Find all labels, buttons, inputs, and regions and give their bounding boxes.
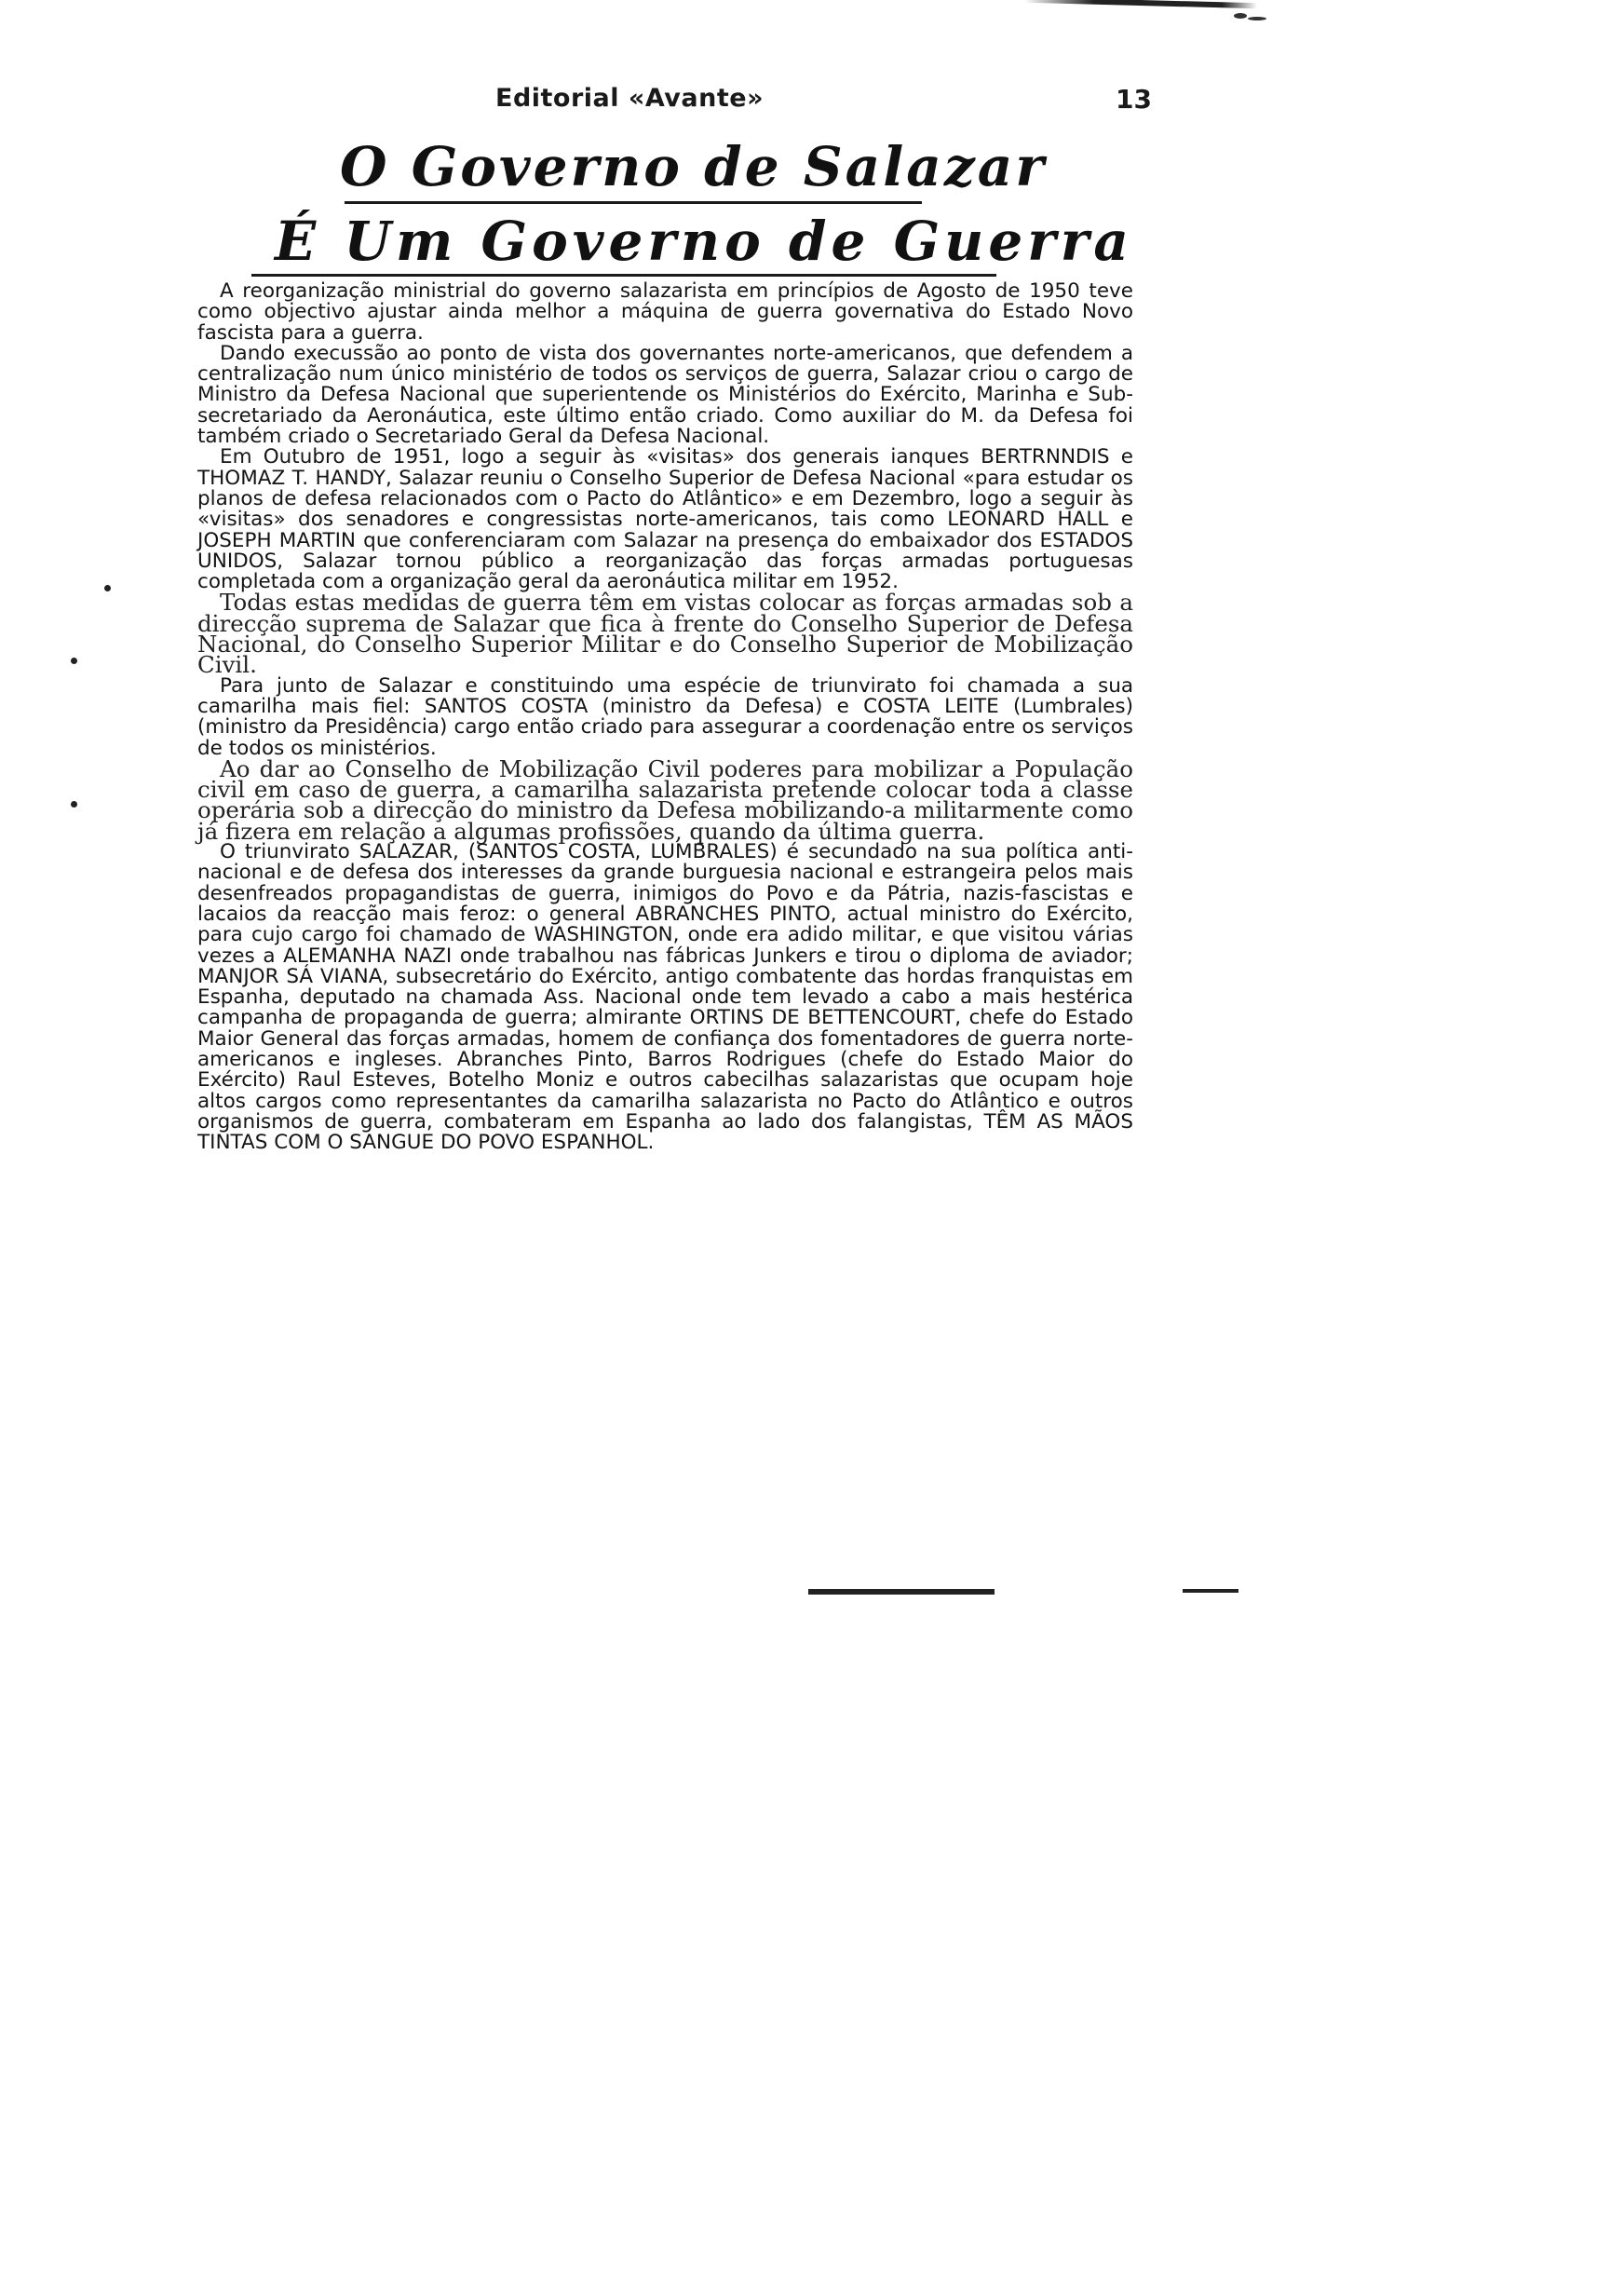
- running-title: Editorial «Avante»: [495, 84, 765, 113]
- headline-line-2: É Um Governo de Guerra: [275, 210, 1133, 273]
- article-paragraph: Ao dar ao Conselho de Mobilização Civil poderes para mobilizar a População civil em caso de guerra, a camarilha salazarista pretende colocar toda a classe operária sob a direcção do ministro da Defesa mobilizando-a militarmente como já fizera em relação a algumas profissões, quando da última guerra.: [197, 754, 1133, 845]
- margin-speck: [104, 585, 111, 591]
- headline-underline-2: [251, 274, 996, 277]
- article-paragraph: Dando execussão ao ponto de vista dos governantes norte-americanos, que defendem a centralização num único ministério de todos os serviços de guerra, Salazar criou o cargo de Ministro da Defesa Nacional que superientende os Ministérios do Exército, Marinha e Sub-secretariado da Aeronáutica, este último então criado. Como auxiliar do M. da Defesa foi também criado o Secretariado Geral da Defesa Nacional.: [197, 341, 1133, 449]
- scan-artifact-line: [1024, 0, 1257, 8]
- headline-line-1: O Governo de Salazar: [340, 135, 1047, 198]
- margin-speck: [71, 801, 77, 808]
- running-header: [466, 84, 1152, 121]
- scan-smudge: [1183, 1589, 1238, 1593]
- scan-smudge: [808, 1589, 995, 1595]
- article-paragraph: A reorganização ministrial do governo salazarista em princípios de Agosto de 1950 teve como objectivo ajustar ainda melhor a máquina de guerra governativa do Estado Novo fascista para a guerra.: [197, 279, 1133, 345]
- article-body: [197, 281, 1133, 1153]
- article-paragraph: Em Outubro de 1951, logo a seguir às «visitas» dos generais ianques BERTRNNDIS e THOMAZ T. HANDY, Salazar reuniu o Conselho Superior de Defesa Nacional «para estudar os planos de defesa relacionados com o Pacto do Atlântico» e em Dezembro, logo a seguir às «visitas» dos senadores e congressistas norte-americanos, tais como LEONARD HALL e JOSEPH MARTIN que conferenciaram com Salazar na presença do embaixador dos ESTADOS UNIDOS, Salazar tornou público a reorganização das forças armadas portuguesas completada com a organização geral da aeronáutica militar em 1952.: [197, 445, 1133, 594]
- margin-speck: [71, 658, 77, 664]
- article-paragraph: O triunvirato SALAZAR, (SANTOS COSTA, LUMBRALES) é secundado na sua política anti-nacional e de defesa dos interesses da grande burguesia nacional e estrangeira pelos mais desenfreados propagandistas de guerra, inimigos do Povo e da Pátria, nazis-fascistas e lacaios da reacção mais feroz: o general ABRANCHES PINTO, actual ministro do Exército, para cujo cargo foi chamado de WASHINGTON, onde era adido militar, e que visitou várias vezes a ALEMANHA NAZI onde trabalhou nas fábricas Junkers e tirou o diploma de aviador; MANJOR SÁ VIANA, subsecretário do Exército, antigo combatente das hordas franquistas em Espanha, deputado na chamada Ass. Nacional onde tem levado a cabo a mais hestérica campanha de propaganda de guerra; almirante ORTINS DE BETTENCOURT, chefe do Estado Maior General das forças armadas, homem de confiança dos fomentadores de guerra norte-americanos e ingleses. Abranches Pinto, Barros Rodrigues (chefe do Estado Maior do Exército) Raul Esteves, Botelho Moniz e outros cabecilhas salazaristas que ocupam hoje altos cargos como representantes da camarilha salazarista no Pacto do Atlântico e outros organismos de guerra, combateram em Espanha ao lado dos falangistas, TÊM AS MÃOS TINTAS COM O SANGUE DO POVO ESPANHOL.: [197, 840, 1133, 1155]
- scan-speck: [1248, 17, 1266, 20]
- headline-underline-1: [345, 201, 922, 204]
- scan-speck: [1234, 13, 1247, 19]
- page-number: 13: [1116, 84, 1152, 115]
- article-paragraph: Todas estas medidas de guerra têm em vistas colocar as forças armadas sob a direcção suprema de Salazar que fica à frente do Conselho Superior de Defesa Nacional, do Conselho Superior Militar e do Conselho Superior de Mobilização Civil.: [197, 589, 1133, 679]
- article-paragraph: Para junto de Salazar e constituindo uma espécie de triunvirato foi chamada a sua camarilha mais fiel: SANTOS COSTA (ministro da Defesa) e COSTA LEITE (Lumbrales) (ministro da Presidência) cargo então criado para assegurar a coordenação entre os serviços de todos os ministérios.: [197, 673, 1133, 760]
